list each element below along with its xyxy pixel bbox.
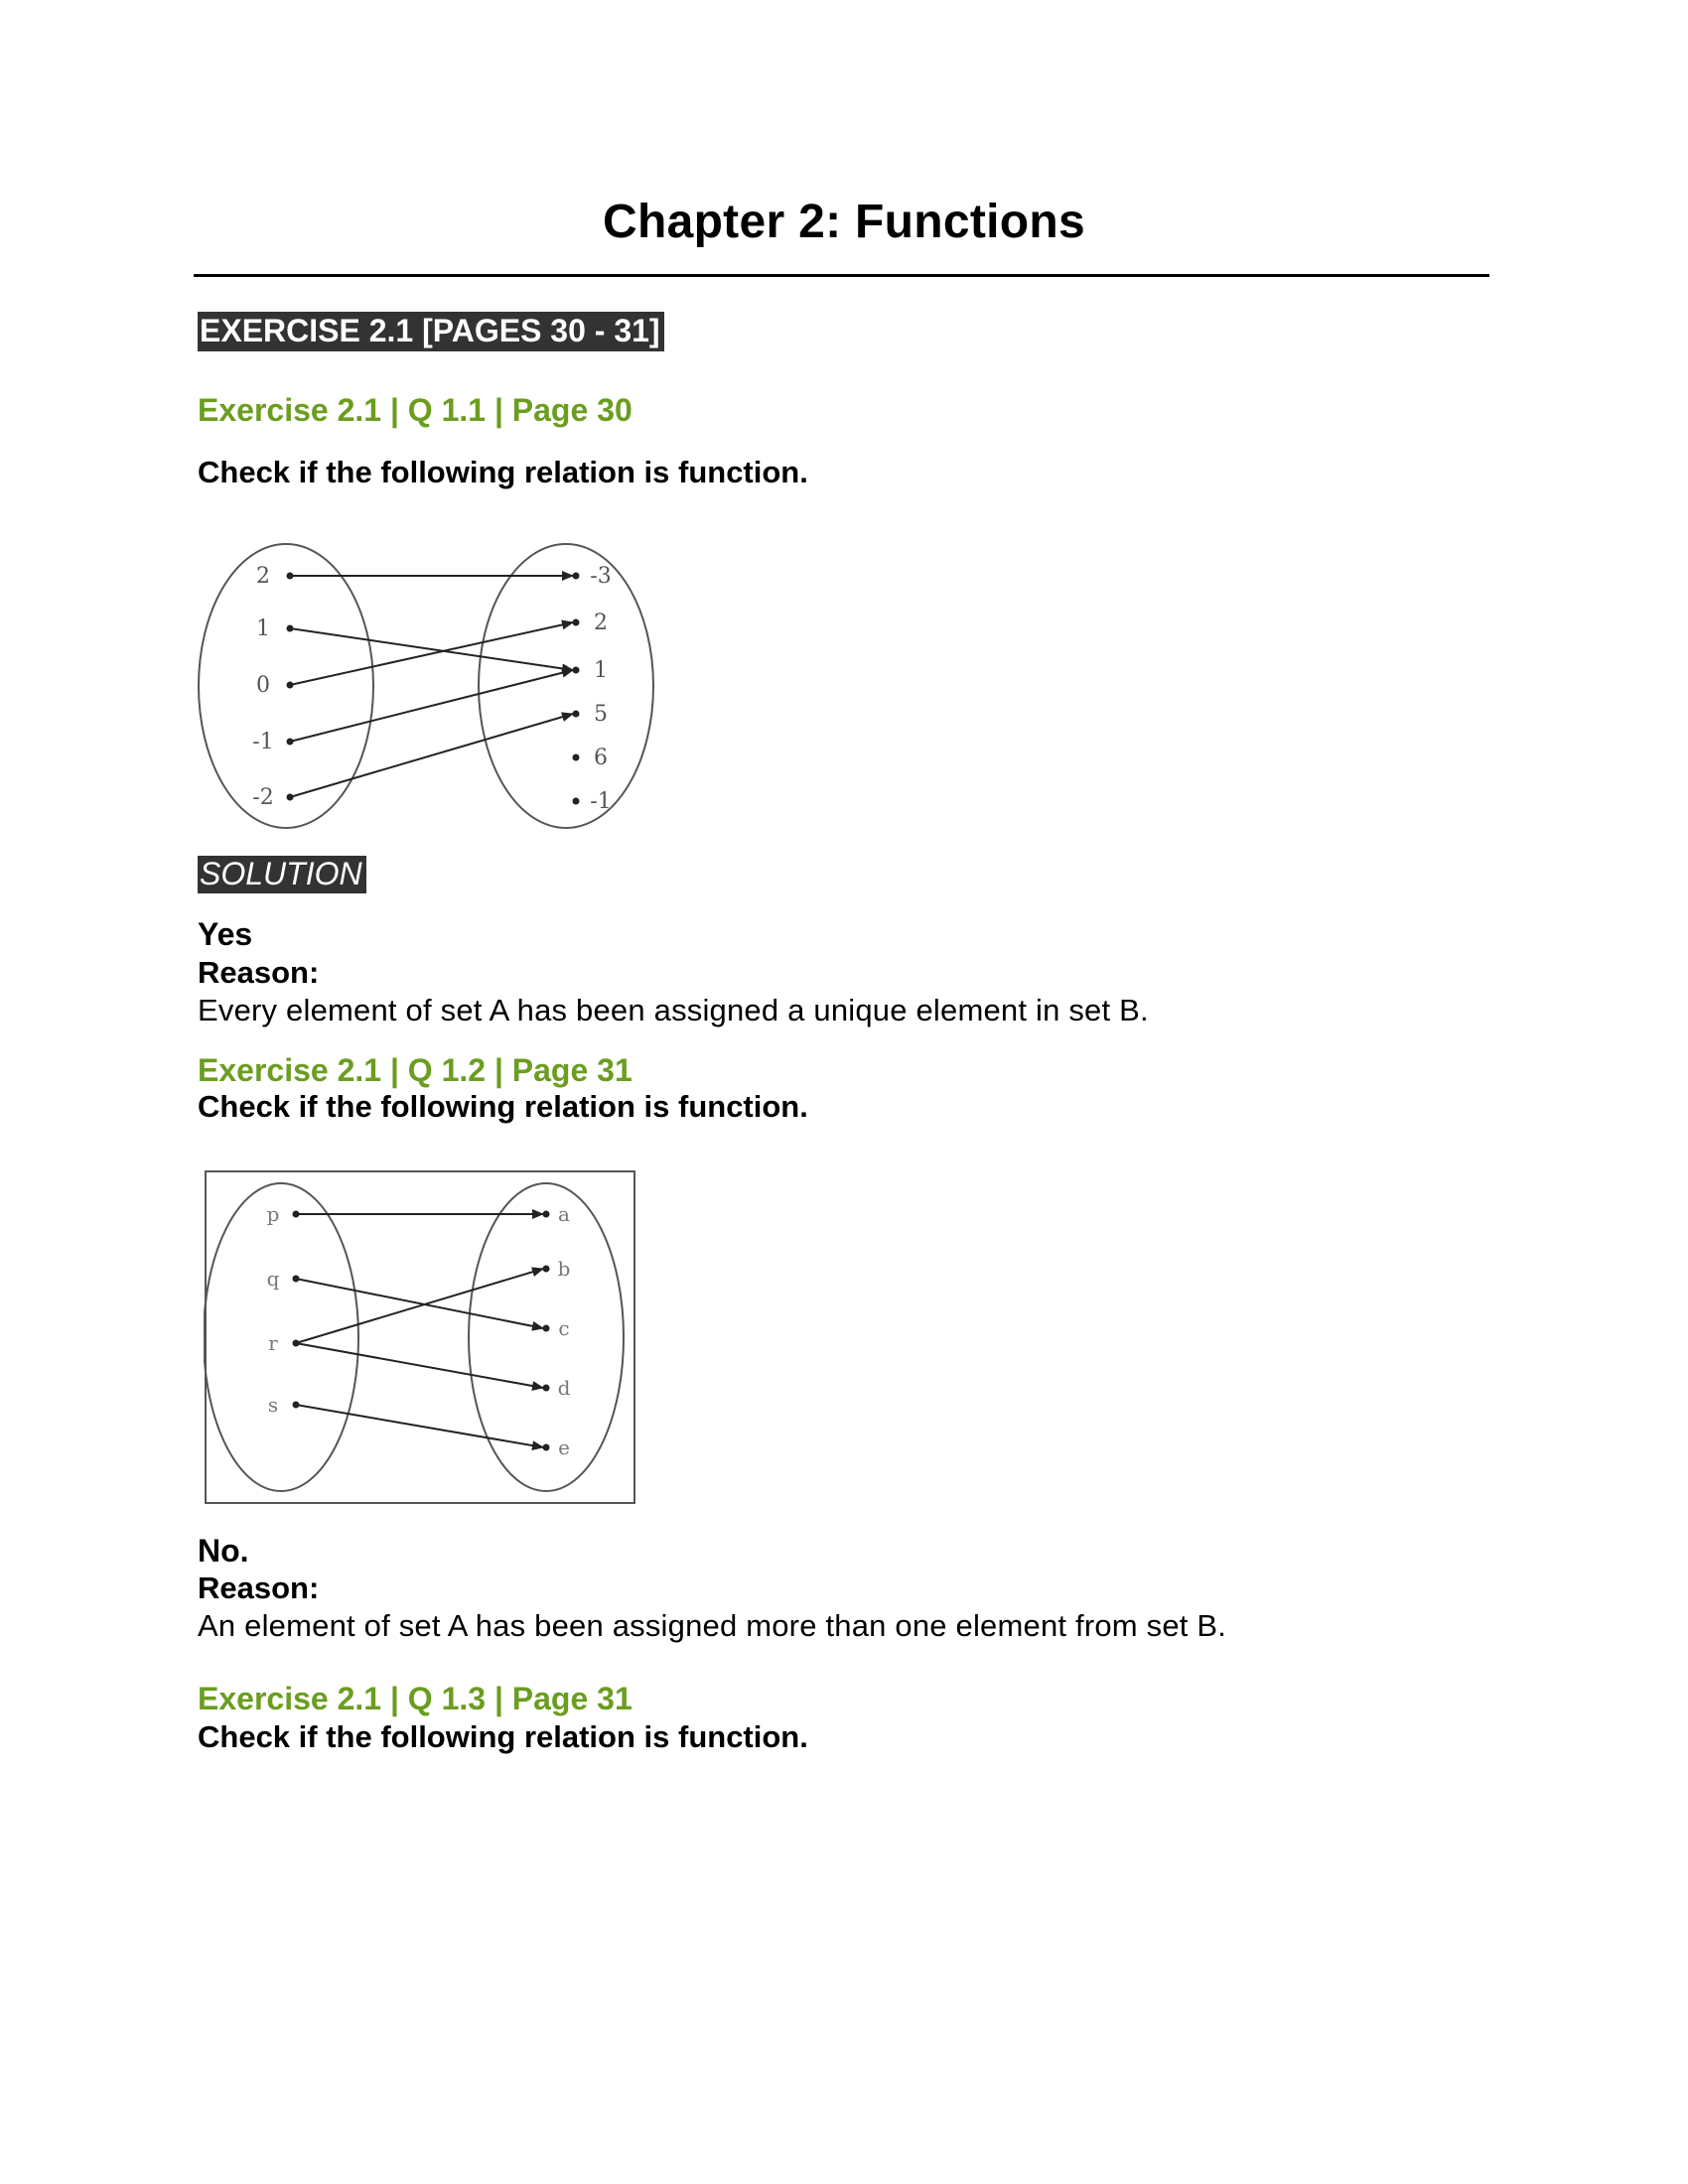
mapping-arrow xyxy=(290,714,573,797)
set-b-point xyxy=(573,573,580,580)
set-b-point xyxy=(543,1385,550,1392)
question-1-2-reason: An element of set A has been assigned more than one element from set B. xyxy=(198,1608,1227,1643)
mapping-arrow xyxy=(290,670,573,742)
set-a-label: s xyxy=(267,1393,279,1417)
set-b-label: e xyxy=(558,1435,570,1459)
question-1-3-heading: Exercise 2.1 | Q 1.3 | Page 31 xyxy=(198,1681,633,1716)
set-b-ellipse xyxy=(479,544,653,828)
set-a-label: p xyxy=(266,1202,280,1226)
set-a-label: 1 xyxy=(256,616,270,641)
mapping-arrow xyxy=(290,628,573,670)
question-1-2-reason-label: Reason: xyxy=(198,1570,320,1605)
set-a-label: -1 xyxy=(252,730,274,754)
question-1-1-reason: Every element of set A has been assigned a unique element in set B. xyxy=(198,993,1149,1027)
set-b-label: d xyxy=(557,1376,571,1400)
set-b-point xyxy=(543,1266,550,1273)
set-b-point xyxy=(573,711,580,718)
set-b-point xyxy=(543,1444,550,1451)
set-a-label: 0 xyxy=(256,673,270,698)
set-b-point xyxy=(573,667,580,674)
mapping-arrow xyxy=(296,1405,543,1447)
set-a-label: 2 xyxy=(256,564,270,589)
relation-diagram-1 xyxy=(194,531,670,839)
solution-label: SOLUTION xyxy=(198,856,366,893)
set-b-label: 2 xyxy=(594,611,608,635)
set-b-label: c xyxy=(558,1316,570,1340)
question-1-3-text: Check if the following relation is function. xyxy=(198,1719,808,1754)
mapping-arrow xyxy=(290,622,573,685)
set-b-point xyxy=(573,798,580,805)
set-b-point xyxy=(573,619,580,626)
question-1-1-heading: Exercise 2.1 | Q 1.1 | Page 30 xyxy=(198,392,633,428)
mapping-arrow xyxy=(296,1343,543,1388)
relation-diagram-2 xyxy=(204,1169,636,1505)
question-1-2-heading: Exercise 2.1 | Q 1.2 | Page 31 xyxy=(198,1052,633,1088)
set-b-point xyxy=(543,1325,550,1332)
set-b-point xyxy=(543,1211,550,1218)
set-b-label: 1 xyxy=(594,658,608,683)
set-b-label: 6 xyxy=(594,746,608,770)
mapping-arrow xyxy=(296,1279,543,1328)
question-1-2-text: Check if the following relation is function. xyxy=(198,1089,808,1124)
title-underline xyxy=(194,274,1489,277)
set-b-label: -3 xyxy=(590,564,612,589)
set-b-point xyxy=(573,754,580,761)
question-1-2-answer: No. xyxy=(198,1533,249,1569)
mapping-arrow xyxy=(296,1269,543,1343)
set-a-ellipse xyxy=(204,1183,358,1491)
question-1-1-reason-label: Reason: xyxy=(198,955,320,990)
set-a-ellipse xyxy=(199,544,373,828)
set-a-label: q xyxy=(266,1267,280,1291)
set-b-label: b xyxy=(557,1257,571,1281)
question-1-1-text: Check if the following relation is function. xyxy=(198,455,808,489)
set-a-label: -2 xyxy=(252,785,274,810)
set-a-label: r xyxy=(268,1331,278,1355)
question-1-1-answer: Yes xyxy=(198,916,253,952)
page-title: Chapter 2: Functions xyxy=(602,196,1086,248)
section-banner: EXERCISE 2.1 [PAGES 30 - 31] xyxy=(198,312,664,351)
set-b-label: a xyxy=(558,1202,570,1226)
set-b-label: -1 xyxy=(590,789,612,814)
set-b-label: 5 xyxy=(594,702,608,727)
